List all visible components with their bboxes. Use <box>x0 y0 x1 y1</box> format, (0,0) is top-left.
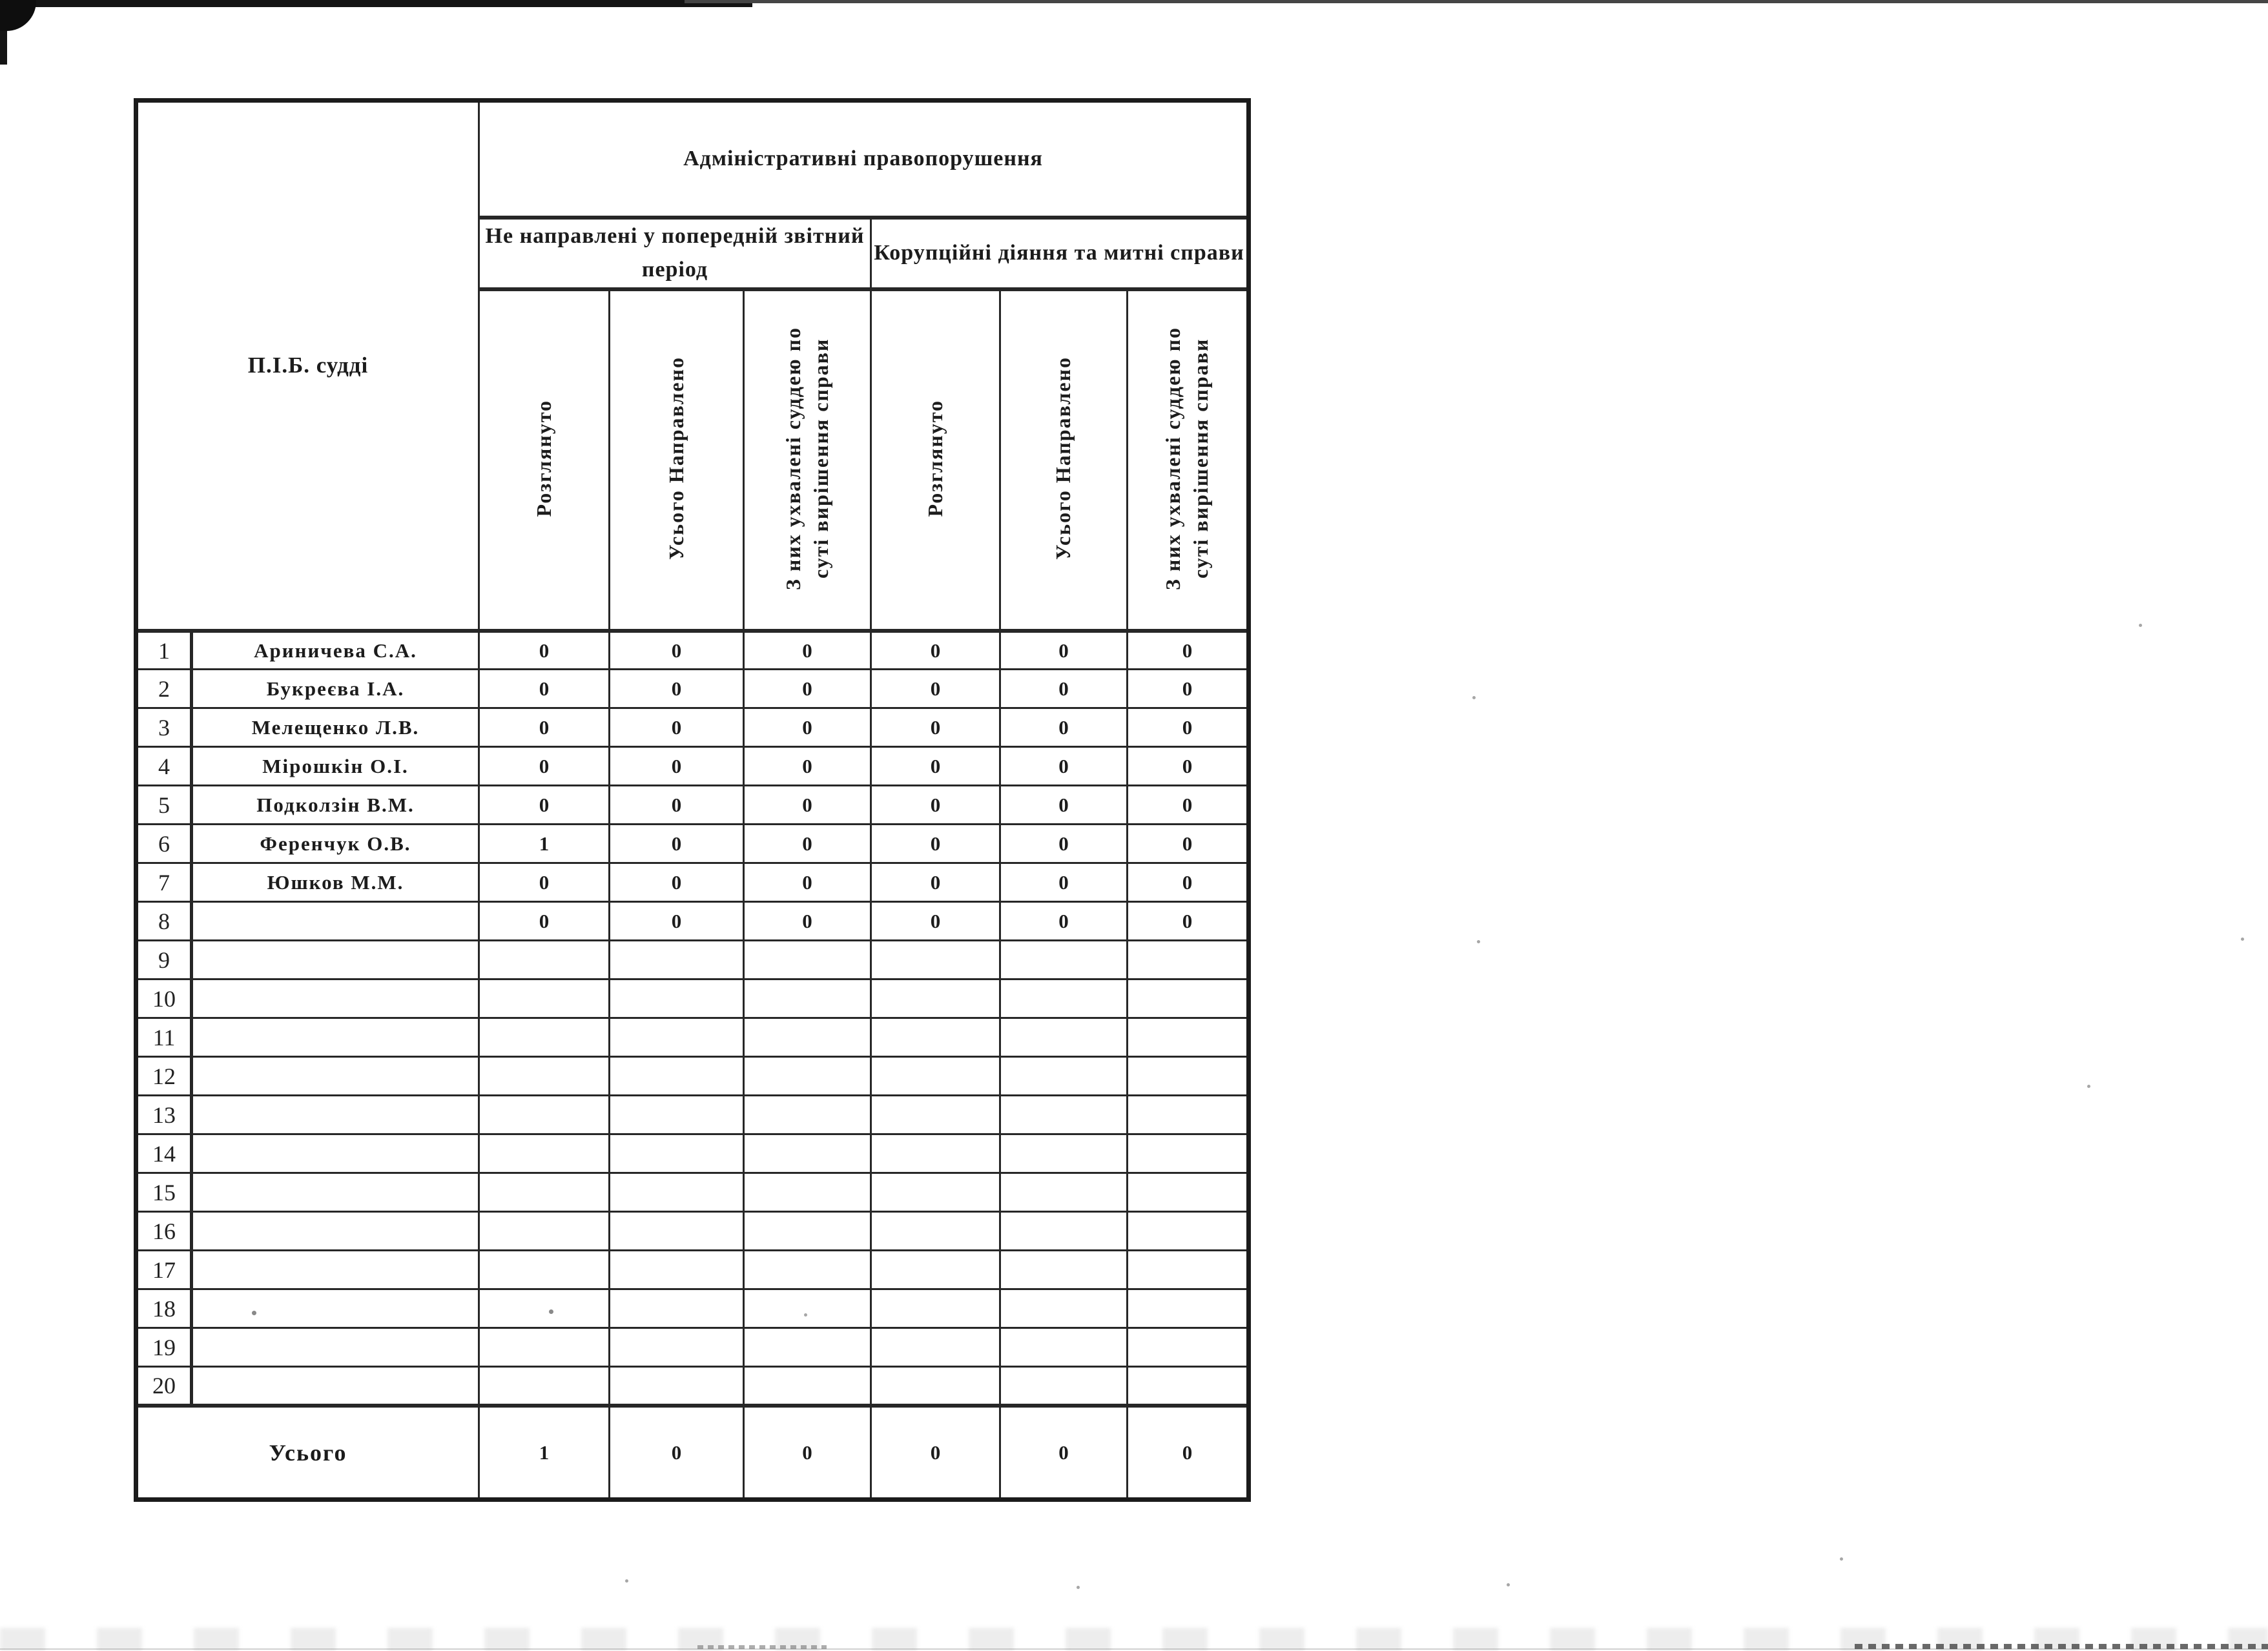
row-number: 14 <box>136 1134 192 1173</box>
cell-value <box>479 1057 610 1096</box>
column-header-label: З них ухвалені суддею по суті вирішення справи <box>781 326 832 590</box>
cell-value: 0 <box>479 902 610 941</box>
cell-value <box>610 1289 744 1328</box>
cell-value <box>610 1173 744 1212</box>
judge-name <box>192 941 479 979</box>
judge-name <box>192 979 479 1018</box>
cell-value <box>479 1251 610 1289</box>
column-header-label: Розглянуто <box>531 400 555 517</box>
cell-value: 0 <box>1000 670 1128 708</box>
judge-name: Ференчук О.В. <box>192 825 479 863</box>
judge-name: Юшков М.М. <box>192 863 479 902</box>
scan-artifact-bottom-dashes <box>697 1645 827 1649</box>
cell-value <box>1000 941 1128 979</box>
cell-value <box>1128 1134 1249 1173</box>
scan-speck <box>1077 1586 1080 1589</box>
cell-value <box>1000 979 1128 1018</box>
cell-value: 0 <box>610 902 744 941</box>
scan-speck <box>2087 1085 2090 1088</box>
cell-value <box>479 1173 610 1212</box>
scan-speck <box>625 1579 628 1583</box>
cell-value <box>479 1018 610 1057</box>
cell-value <box>1128 1367 1249 1406</box>
cell-value: 0 <box>1000 863 1128 902</box>
cell-value: 0 <box>610 670 744 708</box>
scan-artifact-bottom-dashes <box>1855 1644 2268 1649</box>
column-header-label: Розглянуто <box>923 400 947 517</box>
row-number: 6 <box>136 825 192 863</box>
cell-value <box>871 979 1000 1018</box>
subgroup-2-header: Корупційні діяння та митні справи <box>871 218 1249 289</box>
judge-name: Мірошкін О.І. <box>192 747 479 786</box>
cell-value <box>744 1251 871 1289</box>
cell-value <box>1000 1328 1128 1367</box>
totals-value: 0 <box>871 1406 1000 1500</box>
scan-artifact-top-edge <box>0 0 752 7</box>
scan-artifact-top-edge-light <box>685 0 2268 3</box>
cell-value <box>744 1057 871 1096</box>
cell-value: 0 <box>479 670 610 708</box>
scan-speck <box>1507 1583 1510 1586</box>
cell-value: 0 <box>871 902 1000 941</box>
row-number: 18 <box>136 1289 192 1328</box>
table-row <box>136 979 1249 1018</box>
cell-value <box>744 1212 871 1251</box>
judge-column-header: П.І.Б. судді <box>136 101 479 631</box>
cell-value: 0 <box>610 863 744 902</box>
totals-value: 1 <box>479 1406 610 1500</box>
cell-value: 0 <box>610 825 744 863</box>
judge-name <box>192 1018 479 1057</box>
cell-value <box>610 979 744 1018</box>
cell-value: 0 <box>744 825 871 863</box>
cell-value: 0 <box>871 670 1000 708</box>
cell-value: 0 <box>1128 670 1249 708</box>
row-number: 2 <box>136 670 192 708</box>
cell-value <box>1000 1096 1128 1134</box>
row-number: 16 <box>136 1212 192 1251</box>
cell-value <box>744 941 871 979</box>
cell-value <box>1000 1134 1128 1173</box>
cell-value: 0 <box>1128 708 1249 747</box>
cell-value: 0 <box>479 786 610 825</box>
cell-value <box>871 1096 1000 1134</box>
cell-value <box>744 1096 871 1134</box>
cell-value: 0 <box>479 708 610 747</box>
cell-value: 0 <box>1000 902 1128 941</box>
row-number: 17 <box>136 1251 192 1289</box>
table-row <box>136 1212 1249 1251</box>
cell-value <box>871 1134 1000 1173</box>
cell-value <box>479 1096 610 1134</box>
cell-value: 0 <box>744 747 871 786</box>
column-header-label: Усього Направлено <box>1051 356 1075 560</box>
cell-value <box>1128 1096 1249 1134</box>
cell-value: 0 <box>871 863 1000 902</box>
cell-value: 0 <box>871 825 1000 863</box>
scan-speck <box>2139 624 2142 627</box>
row-number: 9 <box>136 941 192 979</box>
row-number: 19 <box>136 1328 192 1367</box>
cell-value <box>479 1134 610 1173</box>
cell-value: 0 <box>744 670 871 708</box>
row-number: 13 <box>136 1096 192 1134</box>
cell-value <box>1000 1367 1128 1406</box>
cell-value <box>610 1018 744 1057</box>
row-number: 3 <box>136 708 192 747</box>
cell-value <box>1000 1173 1128 1212</box>
cell-value <box>610 1251 744 1289</box>
totals-value: 0 <box>744 1406 871 1500</box>
judge-name <box>192 1367 479 1406</box>
cell-value: 0 <box>871 708 1000 747</box>
column-header-label: Усього Направлено <box>664 356 688 560</box>
cell-value <box>610 1134 744 1173</box>
cell-value: 0 <box>479 747 610 786</box>
cell-value: 0 <box>1128 902 1249 941</box>
table-row <box>136 1134 1249 1173</box>
cell-value: 0 <box>1128 825 1249 863</box>
column-header-total-sent-2 <box>1000 289 1128 631</box>
cell-value <box>1000 1057 1128 1096</box>
cell-value: 0 <box>610 747 744 786</box>
cell-value <box>1128 1018 1249 1057</box>
column-header-decided-1 <box>744 289 871 631</box>
totals-label: Усього <box>136 1406 479 1500</box>
row-number: 15 <box>136 1173 192 1212</box>
column-header-label: З них ухвалені суддею по суті вирішення справи <box>1161 326 1213 590</box>
cell-value <box>1000 1251 1128 1289</box>
cell-value <box>871 1057 1000 1096</box>
cell-value <box>744 1328 871 1367</box>
cell-value <box>871 1018 1000 1057</box>
cell-value <box>1128 1289 1249 1328</box>
scan-speck <box>1472 696 1476 699</box>
group-title: Адміністративні правопорушення <box>479 101 1249 218</box>
cell-value: 0 <box>1000 825 1128 863</box>
judge-name: Подколзін В.М. <box>192 786 479 825</box>
cell-value <box>610 1328 744 1367</box>
cell-value <box>1128 1173 1249 1212</box>
cell-value <box>744 1018 871 1057</box>
cell-value <box>479 979 610 1018</box>
column-header-considered-1 <box>479 289 610 631</box>
cell-value: 0 <box>871 631 1000 670</box>
cell-value <box>871 1251 1000 1289</box>
cell-value: 0 <box>1000 631 1128 670</box>
cell-value <box>1128 1328 1249 1367</box>
column-header-total-sent-1 <box>610 289 744 631</box>
row-number: 8 <box>136 902 192 941</box>
judge-name <box>192 1289 479 1328</box>
cell-value: 0 <box>479 631 610 670</box>
cell-value <box>479 1367 610 1406</box>
table-row <box>136 941 1249 979</box>
table-row <box>136 1018 1249 1057</box>
row-number: 10 <box>136 979 192 1018</box>
cell-value <box>744 1367 871 1406</box>
table-row <box>136 670 1249 708</box>
cell-value <box>610 1096 744 1134</box>
cell-value <box>1128 979 1249 1018</box>
judge-name: Ариничева С.А. <box>192 631 479 670</box>
judge-name <box>192 1251 479 1289</box>
cell-value <box>744 1289 871 1328</box>
cell-value: 0 <box>610 631 744 670</box>
cell-value: 0 <box>744 786 871 825</box>
cell-value <box>1128 941 1249 979</box>
row-number: 12 <box>136 1057 192 1096</box>
table-row <box>136 1173 1249 1212</box>
cell-value <box>1000 1018 1128 1057</box>
cell-value: 0 <box>1128 631 1249 670</box>
cell-value <box>744 979 871 1018</box>
judge-name <box>192 1134 479 1173</box>
cell-value: 0 <box>1128 747 1249 786</box>
table-row <box>136 1057 1249 1096</box>
cell-value: 0 <box>1000 747 1128 786</box>
judge-name: Букреєва І.А. <box>192 670 479 708</box>
judge-name <box>192 1173 479 1212</box>
cell-value: 0 <box>744 902 871 941</box>
row-number: 7 <box>136 863 192 902</box>
row-number: 1 <box>136 631 192 670</box>
scan-speck <box>1477 940 1480 943</box>
report-table <box>134 98 1251 1502</box>
row-number: 4 <box>136 747 192 786</box>
cell-value: 0 <box>1128 786 1249 825</box>
cell-value: 0 <box>1000 786 1128 825</box>
cell-value: 0 <box>744 708 871 747</box>
totals-row <box>136 1406 1249 1500</box>
table-row <box>136 1367 1249 1406</box>
table-row <box>136 747 1249 786</box>
row-number: 5 <box>136 786 192 825</box>
cell-value <box>479 941 610 979</box>
cell-value <box>744 1173 871 1212</box>
totals-value: 0 <box>1128 1406 1249 1500</box>
row-number: 11 <box>136 1018 192 1057</box>
cell-value: 0 <box>610 708 744 747</box>
cell-value <box>871 941 1000 979</box>
cell-value <box>610 1212 744 1251</box>
cell-value <box>479 1212 610 1251</box>
table-row <box>136 786 1249 825</box>
table-row <box>136 1251 1249 1289</box>
judge-name <box>192 1212 479 1251</box>
header-row-group <box>136 101 1249 218</box>
cell-value <box>479 1289 610 1328</box>
cell-value: 0 <box>479 863 610 902</box>
cell-value: 0 <box>1128 863 1249 902</box>
judge-name <box>192 1096 479 1134</box>
judge-name <box>192 1057 479 1096</box>
cell-value <box>871 1289 1000 1328</box>
column-header-considered-2 <box>871 289 1000 631</box>
cell-value <box>744 1134 871 1173</box>
cell-value <box>610 1057 744 1096</box>
cell-value <box>1128 1251 1249 1289</box>
table-row <box>136 708 1249 747</box>
cell-value <box>1128 1212 1249 1251</box>
cell-value <box>610 1367 744 1406</box>
table-row <box>136 1096 1249 1134</box>
cell-value: 0 <box>610 786 744 825</box>
cell-value <box>871 1173 1000 1212</box>
totals-value: 0 <box>610 1406 744 1500</box>
cell-value: 0 <box>871 747 1000 786</box>
table-row <box>136 902 1249 941</box>
table-row <box>136 1289 1249 1328</box>
cell-value: 0 <box>871 786 1000 825</box>
cell-value: 1 <box>479 825 610 863</box>
judge-name: Мелещенко Л.В. <box>192 708 479 747</box>
column-header-decided-2 <box>1128 289 1249 631</box>
subgroup-1-header: Не направлені у попередній звітний період <box>479 218 871 289</box>
scan-artifact-corner <box>0 0 36 31</box>
judge-name <box>192 1328 479 1367</box>
cell-value <box>871 1367 1000 1406</box>
cell-value <box>871 1328 1000 1367</box>
table-row <box>136 863 1249 902</box>
table-row <box>136 1328 1249 1367</box>
scan-speck <box>1840 1557 1843 1561</box>
cell-value <box>1000 1289 1128 1328</box>
cell-value <box>1128 1057 1249 1096</box>
cell-value: 0 <box>744 863 871 902</box>
row-number: 20 <box>136 1367 192 1406</box>
cell-value <box>871 1212 1000 1251</box>
cell-value <box>610 941 744 979</box>
table-row <box>136 825 1249 863</box>
totals-value: 0 <box>1000 1406 1128 1500</box>
cell-value <box>479 1328 610 1367</box>
judge-name <box>192 902 479 941</box>
table-row <box>136 631 1249 670</box>
scan-speck <box>2241 938 2244 941</box>
cell-value: 0 <box>1000 708 1128 747</box>
cell-value <box>1000 1212 1128 1251</box>
cell-value: 0 <box>744 631 871 670</box>
